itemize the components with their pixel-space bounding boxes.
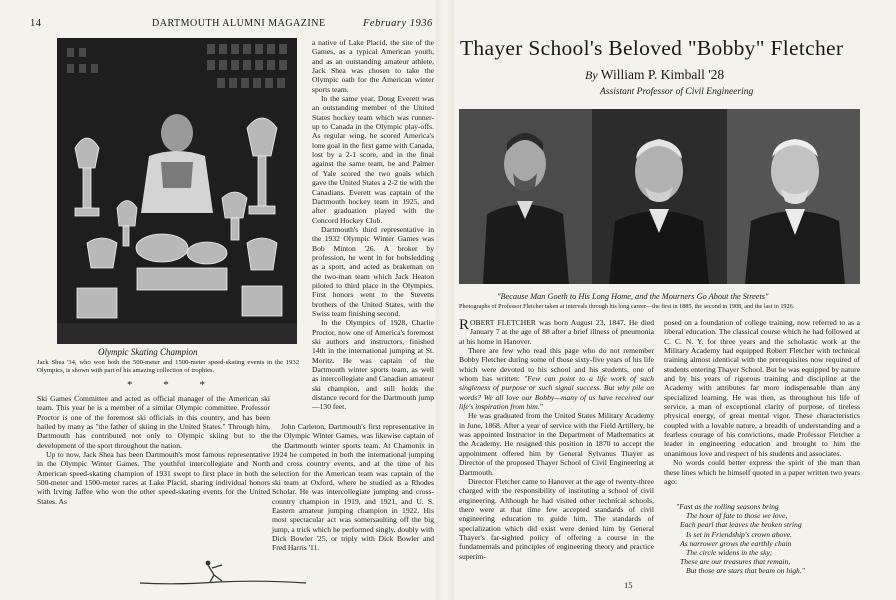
article-title: Thayer School's Beloved "Bobby" Fletcher	[460, 36, 844, 60]
right-col-paragraph-1: a native of Lake Placid, the site of the Games, as a typical American youth, and as an outstanding amateur athlete, Jack Shea was chosen to take the Olympic oath for the American winter sports team.	[312, 38, 434, 94]
left-page-number: 14	[30, 18, 42, 29]
article-byline	[585, 67, 724, 83]
wide-paragraph-carleton: John Carleton, Dartmouth's first representative in the Olympic Winter Games, was likewise captain of the Dartmouth winter sports team. At Chamonix in 1924 he competed in both the international jumping and cross country events, and at the time of his selection for the American team was captain of the ski team at Oxford, where he studied as a Rhodes Scholar. He was intercollegiate jumping and cross-country champion in 1919, and 1921, and U. S. Eastern amateur jumping champion in 1922. His most spectacular act was somersaulting off the big jump, a trick which he performed singly, doubly with Dick Bowler '25, or triply with Dick Bowler and Fred Harris '11.	[272, 422, 434, 553]
portrait-photos	[459, 109, 860, 284]
issue-date-header: February 1936	[363, 18, 433, 29]
magazine-name-header: DARTMOUTH ALUMNI MAGAZINE	[152, 18, 326, 29]
paragraph-2-quote: "Few can point to a life work of such singleness of purpose or such signal success. But why pile on words? We all love our Bobby—many of us have received our life's inspiration from him."	[459, 374, 654, 412]
opening-rest: was born August 23, 1847. He died January 7 at the age of 88 after a brief illness of pneumonia at his home in Hanover.	[459, 318, 655, 346]
portraits-quote-caption: "Because Man Goeth to His Long Home, and the Mourners Go About the Streets"	[497, 292, 769, 301]
fletcher-paragraph-3: He was graduated from the United States Military Academy in June, 1868. After a year of service with the Field Artillery, he was appointed Instructor in the Department of Mathematics at the Academy. He resigned this position in 1870 to accept the appointment offered him by General Sylvanus Thayer as Director of the proposed Thayer School of Civil Engineering at Dartmouth.	[459, 411, 654, 477]
byline-prefix: By	[585, 68, 598, 82]
poem-line-6: The circle widens in the sky;	[686, 548, 773, 558]
left-page-wide-paragraph	[272, 422, 434, 553]
photo-title-caption: Olympic Skating Champion	[98, 347, 198, 357]
fletcher-opening-paragraph	[459, 318, 654, 346]
fletcher-paragraph-2	[459, 346, 654, 411]
left-page-left-column	[37, 394, 270, 506]
skier-sketch-illustration	[138, 555, 308, 589]
left-col-paragraph-2: Up to now, Jack Shea has been Dartmouth's most famous representative in the Olympic Winter Games. The youthful intercollegiate and North American speed-skating champion of 1931 swept to first place in both the 500-meter and 1500-meter races at Lake Placid, sharing individual honors with Irving Jaffee who won the other speed-skating events for the United States. As	[37, 450, 270, 506]
poem-line-8: But those are stars that beam on high."	[686, 566, 805, 576]
poem-block	[676, 502, 805, 576]
poem-line-2: The hour of fate to those we love,	[686, 511, 788, 521]
poem-line-3: Each pearl that leaves the broken string	[680, 520, 802, 530]
right-page-number: 15	[624, 580, 633, 590]
right-col-paragraph-3: Dartmouth's third representative in the 1932 Olympic Winter Games was Bob Minton '26. A broker by profession, he went in for bobsledding as a sport, and acted as brakeman on the two-man team which Jack Heaton piloted to third place in the Olympics. First honors went to the Stevens brothers of the United States, with the Swiss team finishing second.	[312, 224, 434, 318]
col2-paragraph-1: posed on a foundation of college training, now referred to as a liberal education. The classical course which he had followed at C. C. N. Y. for three years and the scholastic work at the Military Academy had equipped Robert Fletcher with technical training almost identical with the prerequisites now required of students entering Thayer School. But he was equipped by nature and by his years of rigorous training and discipline at the Academy with attributes far more indispensable than any specialized learning. He was then, as throughout his life of service, a man of exceptional clarity of purpose, of tireless physical energy, of great mental vigor. These characteristics coupled with a lovable nature, a breadth of understanding and a fearless courage of his convictions, made Professor Fletcher a leader in engineering education and brought to him the unanimous love and respect of his students and associates.	[664, 318, 860, 458]
col2-paragraph-2: No words could better express the spirit of the man than these lines which he himself quoted in a paper written two years ago:	[664, 458, 860, 486]
poem-line-5: As narrower grows the earthly chain	[680, 538, 792, 548]
portraits-illustration	[459, 109, 860, 284]
drop-cap-letter: R	[459, 317, 470, 333]
opening-name-smallcaps: OBERT FLETCHER	[470, 318, 536, 327]
paragraph-2-text: There are few who read this page who do not remember Bobby Fletcher during some of those sixty-five years of his life which were devoted to his school and his students, one of whom has written:	[459, 346, 654, 384]
author-title: Assistant Professor of Civil Engineering	[600, 87, 754, 97]
trophy-photo-illustration	[57, 38, 297, 344]
section-divider-stars: * * *	[127, 379, 219, 391]
portraits-caption: Photographs of Professor Fletcher taken at intervals through his long career—the first in 1885, the second in 1908, and the last in 1926.	[459, 303, 795, 310]
trophy-photo	[57, 38, 297, 344]
left-page-right-column	[312, 38, 434, 412]
right-col-paragraph-2: In the same year, Doug Everett was an outstanding member of the United States hockey team which was runner-up to Canada in the Olympic play-offs. As regular wing, he scored America's lone goal in the first game with Canada, lost by a 2-1 score, and in the final against the same team, he and Palmer of Yale scored the two goals which gave the United States a 2-2 tie with the Canadians. Everett was captain of the Dartmouth hockey team in 1925, and after graduation played with the Concord Hockey Club.	[312, 94, 434, 225]
photo-description-caption: Jack Shea '34, who won both the 500-meter and 1500-meter speed-skating events in the 1932 Olympics, is shown with part of his amazing collection of trophies.	[37, 359, 299, 374]
fletcher-paragraph-4: Director Fletcher came to Hanover at the age of twenty-three charged with the responsibility of instituting a school of civil engineering. Although he had visited other technical schools, there were at that time few accepted standards of civil engineering education to guide him. The standards of specialization which did exist were denied him by General Thayer's far-sighted policy of offering a course in the fundamentals and principles of engineering theory and practice superim-	[459, 476, 654, 561]
left-col-paragraph-1: Ski Games Committee and acted as official manager of the American ski team. This year he is a member of a similar Olympic committee. Professor Proctor is one of the foremost ski officials in this country, and has been hailed by many as "the father of skiing in the United States." Through him, Dartmouth has contributed not only to Olympic skiing but to the development of the sport throughout the nation.	[37, 394, 270, 450]
right-page-column-1	[459, 318, 654, 561]
poem-line-7: These are our treasures that remain,	[680, 557, 791, 567]
author-name: William P. Kimball '28	[600, 67, 725, 82]
page-gutter	[436, 0, 454, 600]
right-page-column-2	[664, 318, 860, 486]
poem-line-1: "Fast as the rolling seasons bring	[676, 502, 779, 511]
right-col-paragraph-4: In the Olympics of 1928, Charlie Proctor, now one of America's foremost ski authors and instructors, finished 14th in the international jumping at St. Moritz. He was captain of the Dartmouth winter sports team, as well as intercollegiate and Canadian amateur ski champion, and still holds the distance record for the Dartmouth jump—130 feet.	[312, 318, 434, 412]
poem-line-4: Is set in Friendship's crown above.	[686, 529, 792, 539]
